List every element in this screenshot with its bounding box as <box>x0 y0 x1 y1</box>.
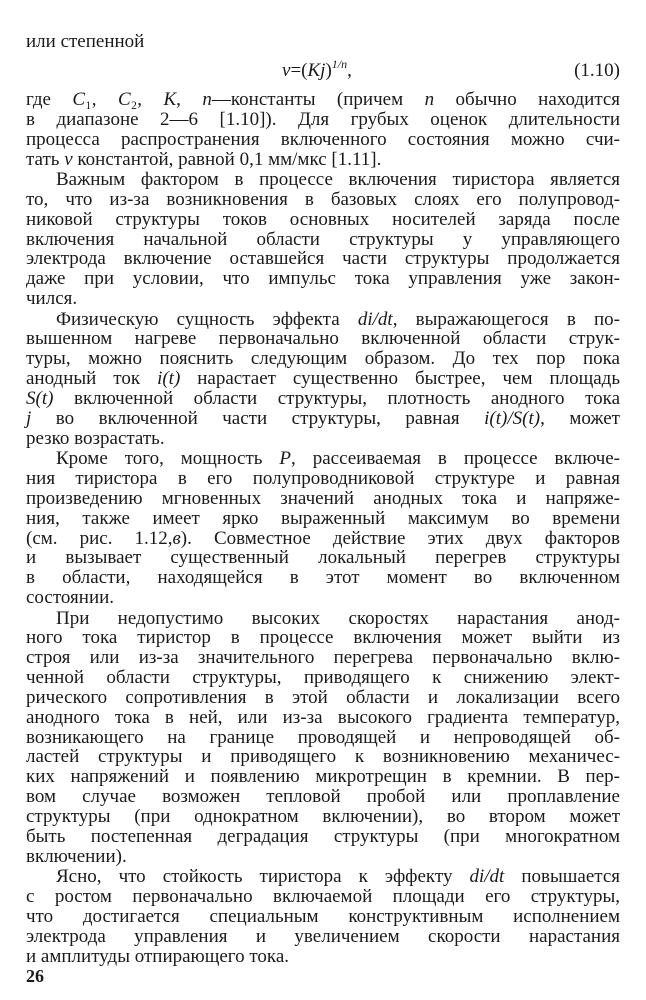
math-term: di/dt <box>357 308 393 330</box>
math-term: di/dt <box>469 866 505 888</box>
text-segment: нарастает существенно быстрее, чем площадь <box>180 368 620 390</box>
text-line <box>26 329 620 349</box>
math-term: K <box>163 89 177 110</box>
text-line <box>26 429 620 449</box>
math-term: i(t) <box>157 368 181 390</box>
text-segment: , выражающегося в по- <box>392 308 620 330</box>
text-segment: обычно находится <box>434 89 621 110</box>
text-line <box>26 588 620 608</box>
text-line <box>56 449 620 469</box>
math-term: P <box>279 448 292 470</box>
text-line <box>26 150 620 170</box>
text-segment: состоянии. <box>26 587 115 609</box>
text-line <box>26 269 620 289</box>
formula-kj: Kj <box>307 60 326 81</box>
text-line <box>26 947 620 967</box>
text-line <box>26 688 620 708</box>
text-line <box>26 887 620 907</box>
text-segment: электрода включение оставшейся части структуры продолжается <box>26 248 620 270</box>
math-term: C <box>117 89 131 110</box>
text-line <box>26 529 620 549</box>
text-line <box>26 728 620 748</box>
formula-var-v: v <box>282 60 291 81</box>
text-segment: ластей структуры и приводящего к возникновению механичес- <box>26 746 620 768</box>
text-segment: процесса распространения включенного состояния можно счи- <box>26 128 620 150</box>
text-line <box>56 310 620 330</box>
text-segment: ного тока тиристор в процессе включения может выйти из <box>26 627 620 649</box>
text-segment: электрода управления и увеличением скорости нарастания <box>26 925 620 947</box>
math-term: v <box>64 148 73 170</box>
text-segment: рического сопротивления в этой области и локализации всего <box>26 686 620 708</box>
text-segment: , может <box>540 407 620 429</box>
text-line <box>26 787 620 807</box>
math-term: i(t)/S(t) <box>484 407 541 429</box>
text-segment: и амплитуды отпирающего тока. <box>26 945 290 967</box>
text-line <box>26 289 620 309</box>
text-segment: включения начальной области структуры у управляющего <box>26 228 620 250</box>
text-segment: быть постепенная деградация структуры (при многократном <box>26 825 620 847</box>
text-segment: в области, находящейся в этот момент во включенном <box>26 567 620 589</box>
text-line <box>26 369 620 389</box>
text-segment: чился. <box>26 288 78 310</box>
text-line <box>26 767 620 787</box>
text-segment: При недопустимо высоких скоростях нарастания анод- <box>56 607 620 629</box>
equation-1-10 <box>26 57 620 81</box>
text-line <box>56 170 620 190</box>
text-segment: строя или из-за значительного перегрева первоначально вклю- <box>26 647 620 669</box>
text-line <box>26 90 620 110</box>
text-line <box>26 469 620 489</box>
formula <box>282 57 352 81</box>
page-number: 26 <box>26 966 44 986</box>
text-segment: то, что из-за возникновения в базовых слоях его полупровод- <box>26 188 620 210</box>
text-segment: вом случае возможен тепловой пробой или проплавление <box>26 786 620 808</box>
text-segment: ₁, <box>85 89 118 110</box>
text-line <box>26 130 620 150</box>
text-line <box>26 249 620 269</box>
text-segment: ченной области структуры, приводящего к снижению элект- <box>26 667 620 689</box>
text-line <box>26 807 620 827</box>
text-line <box>26 210 620 230</box>
text-segment: Важным фактором в процессе включения тиристора является <box>56 169 620 190</box>
text-line <box>26 190 620 210</box>
text-line <box>26 927 620 947</box>
formula-close: ) <box>325 60 332 81</box>
text-line <box>26 648 620 668</box>
text-line <box>26 548 620 568</box>
text-line <box>26 349 620 369</box>
text-line <box>26 489 620 509</box>
text-segment: во включенной части структуры, равная <box>31 407 485 429</box>
text-line <box>26 230 620 250</box>
text-segment: анодный ток <box>26 368 158 390</box>
text-segment: туры, можно пояснить следующим образом. До тех пор пока <box>26 348 620 370</box>
text-segment: ния тиристора в его полупроводниковой структуре и равная <box>26 467 620 489</box>
text-segment: анодного тока в ней, или из-за высокого градиента температур, <box>26 706 620 728</box>
text-line <box>26 110 620 130</box>
math-term: в <box>172 527 181 549</box>
text-segment: —константы (причем <box>211 89 425 110</box>
text-segment: ). Совместное действие этих двух факторов <box>180 527 621 549</box>
formula-comma: , <box>347 60 352 81</box>
text-line <box>26 628 620 648</box>
text-segment: ких напряжений и появлению микротрещин в кремнии. В пер- <box>26 766 620 788</box>
text-line <box>26 907 620 927</box>
math-term: S(t) <box>26 387 54 409</box>
text-line <box>26 827 620 847</box>
text-line <box>26 708 620 728</box>
text-segment: , <box>176 89 203 110</box>
text-segment: , рассеиваемая в процессе включе- <box>291 448 621 470</box>
text-segment: в диапазоне 2—6 [1.10]). Для грубых оценок длительности <box>26 108 620 130</box>
intro-line: или степенной <box>26 31 145 52</box>
text-line <box>56 609 620 629</box>
text-segment: где <box>26 89 73 110</box>
text-segment: константой, равной 0,1 мм/мкс [1.11]. <box>72 148 382 170</box>
text-segment: никовой структуры токов основных носителей заряда после <box>26 208 620 230</box>
text-segment: возникающего на границе проводящей и непроводящей об- <box>26 726 620 748</box>
math-term: n <box>424 89 435 110</box>
text-segment: даже при условии, что импульс тока управления уже закон- <box>26 268 620 290</box>
math-term: n <box>202 89 212 110</box>
text-segment: включенной области структуры, плотность анодного тока <box>53 387 620 409</box>
math-term: j <box>26 407 32 429</box>
text-segment: резко возрастать. <box>26 427 165 449</box>
text-segment: вышенном нагреве первоначально включенной области струк- <box>26 328 620 350</box>
text-segment: Кроме того, мощность <box>56 448 280 470</box>
text-segment: и вызывает существенный локальный перегрев структуры <box>26 547 620 569</box>
equation-number: (1.10) <box>574 60 620 81</box>
text-segment: ₂, <box>130 89 164 110</box>
text-line <box>26 389 620 409</box>
text-segment: что достигается специальным конструктивным исполнением <box>26 905 620 927</box>
text-segment: Физическую сущность эффекта <box>56 308 358 330</box>
text-line <box>26 409 620 429</box>
text-segment: с ростом первоначально включаемой площади его структуры, <box>26 886 620 907</box>
formula-eq: =( <box>290 60 308 81</box>
text-line <box>56 867 620 887</box>
text-line <box>26 747 620 767</box>
text-segment: ния, также имеет ярко выраженный максимум во времени <box>26 507 620 529</box>
text-segment: структуры (при однократном включении), во втором может <box>26 806 620 827</box>
formula-exponent: 1/n <box>331 57 348 71</box>
text-segment: Ясно, что стойкость тиристора к эффекту <box>56 866 470 888</box>
text-line <box>26 668 620 688</box>
text-segment: произведению мгновенных значений анодных тока и напряже- <box>26 487 620 509</box>
text-line <box>26 568 620 588</box>
text-segment: повышается <box>504 866 620 888</box>
text-line <box>26 847 620 867</box>
text-segment: включении). <box>26 845 127 867</box>
text-line <box>26 509 620 529</box>
text-segment: (см. рис. 1.12, <box>26 527 173 549</box>
math-term: C <box>72 89 86 110</box>
text-segment: тать <box>26 148 65 170</box>
